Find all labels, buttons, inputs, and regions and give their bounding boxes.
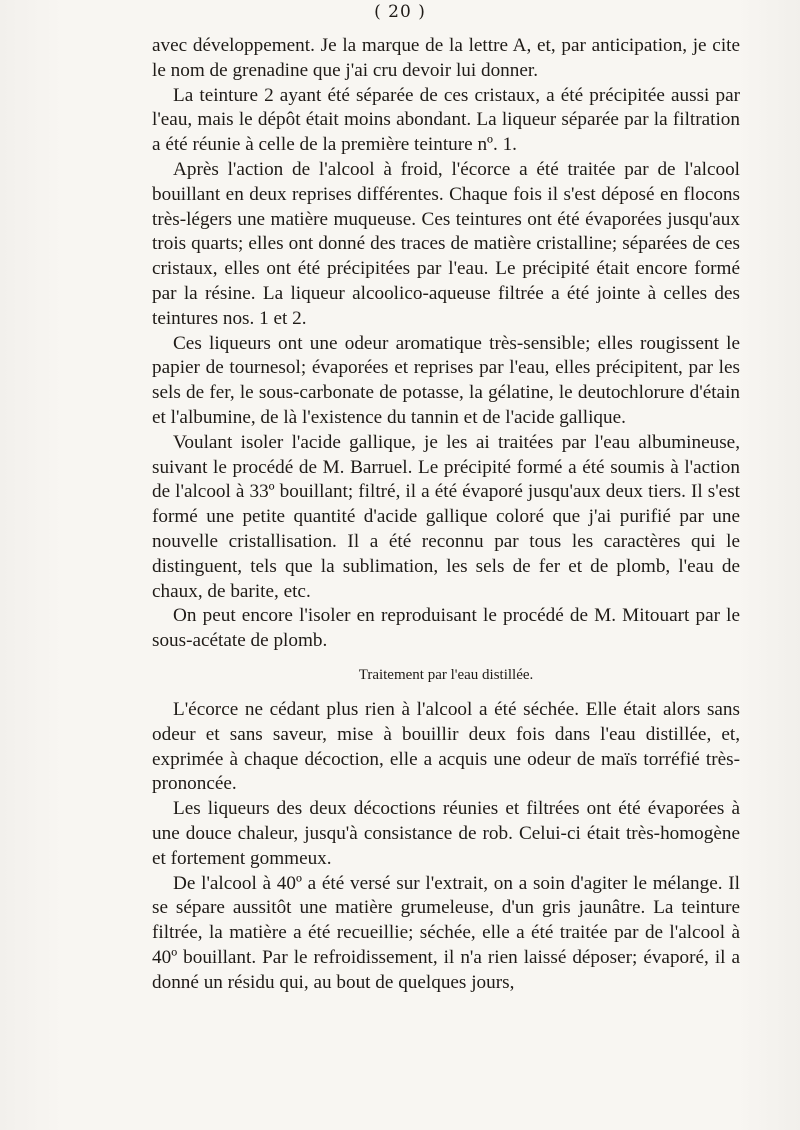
- paragraph: avec développement. Je la marque de la lettre A, et, par anticipation, je cite le nom de grenadine que j'ai cru devoir lui donner.: [152, 35, 740, 81]
- section-heading: Traitement par l'eau distillée.: [358, 666, 534, 683]
- paragraph: On peut encore l'isoler en reproduisant le procédé de M. Mitouart par le sous-acétate de plomb.: [152, 605, 740, 652]
- paragraph: Ces liqueurs ont une odeur aromatique très-sensible; elles rougissent le papier de tournesol; évaporées et reprises par l'eau, elles précipitent, par les sels de fer, le sous-carbonate de potasse, la gélatine, le deutochlorure d'étain et l'albumine, de là l'existence du tannin et de l'acide gallique.: [152, 332, 740, 428]
- paragraph: L'écorce ne cédant plus rien à l'alcool a été séchée. Elle était alors sans odeur et sans saveur, mise à bouillir deux fois dans l'eau distillée, et, exprimée à chaque décoction, elle a acquis une odeur de maïs torréfié très-prononcée.: [152, 698, 740, 795]
- body-text: [152, 34, 740, 995]
- paragraph: Voulant isoler l'acide gallique, je les ai traitées par l'eau albumineuse, suivant le procédé de M. Barruel. Le précipité formé a été soumis à l'action de l'alcool à 33º bouillant; filtré, il a été évaporé jusqu'aux deux tiers. Il s'est formé une petite quantité d'acide gallique coloré que j'ai purifié par une nouvelle cristallisation. Il a été reconnu par tous les caractères qui le distinguent, tels que la sublimation, les sels de fer et de plomb, l'eau de chaux, de barite, etc.: [152, 431, 740, 602]
- paragraph: La teinture 2 ayant été séparée de ces cristaux, a été précipitée aussi par l'eau, mais le dépôt était moins abondant. La liqueur séparée par la filtration a été réunie à celle de la première teinture nº. 1.: [152, 84, 740, 156]
- page-number: ( 20 ): [374, 2, 426, 22]
- paragraph: Après l'action de l'alcool à froid, l'écorce a été traitée par de l'alcool bouillant en deux reprises différentes. Chaque fois il s'est déposé en flocons très-légers une matière muqueuse. Ces teintures ont été évaporées jusqu'aux trois quarts; elles ont donné des traces de matière cristalline; séparées de ces cristaux, elles ont été précipitées par l'eau. Le précipité était encore formé par la résine. La liqueur alcoolico-aqueuse filtrée a été jointe à celles des teintures nos. 1 et 2.: [152, 158, 740, 329]
- paragraph: Les liqueurs des deux décoctions réunies et filtrées ont été évaporées à une douce chaleur, jusqu'à consistance de rob. Celui-ci était très-homogène et fortement gommeux.: [152, 798, 740, 869]
- paragraph: De l'alcool à 40º a été versé sur l'extrait, on a soin d'agiter le mélange. Il se sépare aussitôt une matière grumeleuse, d'un gris jaunâtre. La teinture filtrée, la matière a été recueillie; séchée, elle a été traitée par de l'alcool à 40º bouillant. Par le refroidissement, il n'a rien laissé déposer; évaporé, il a donné un résidu qui, au bout de quelques jours,: [152, 872, 740, 993]
